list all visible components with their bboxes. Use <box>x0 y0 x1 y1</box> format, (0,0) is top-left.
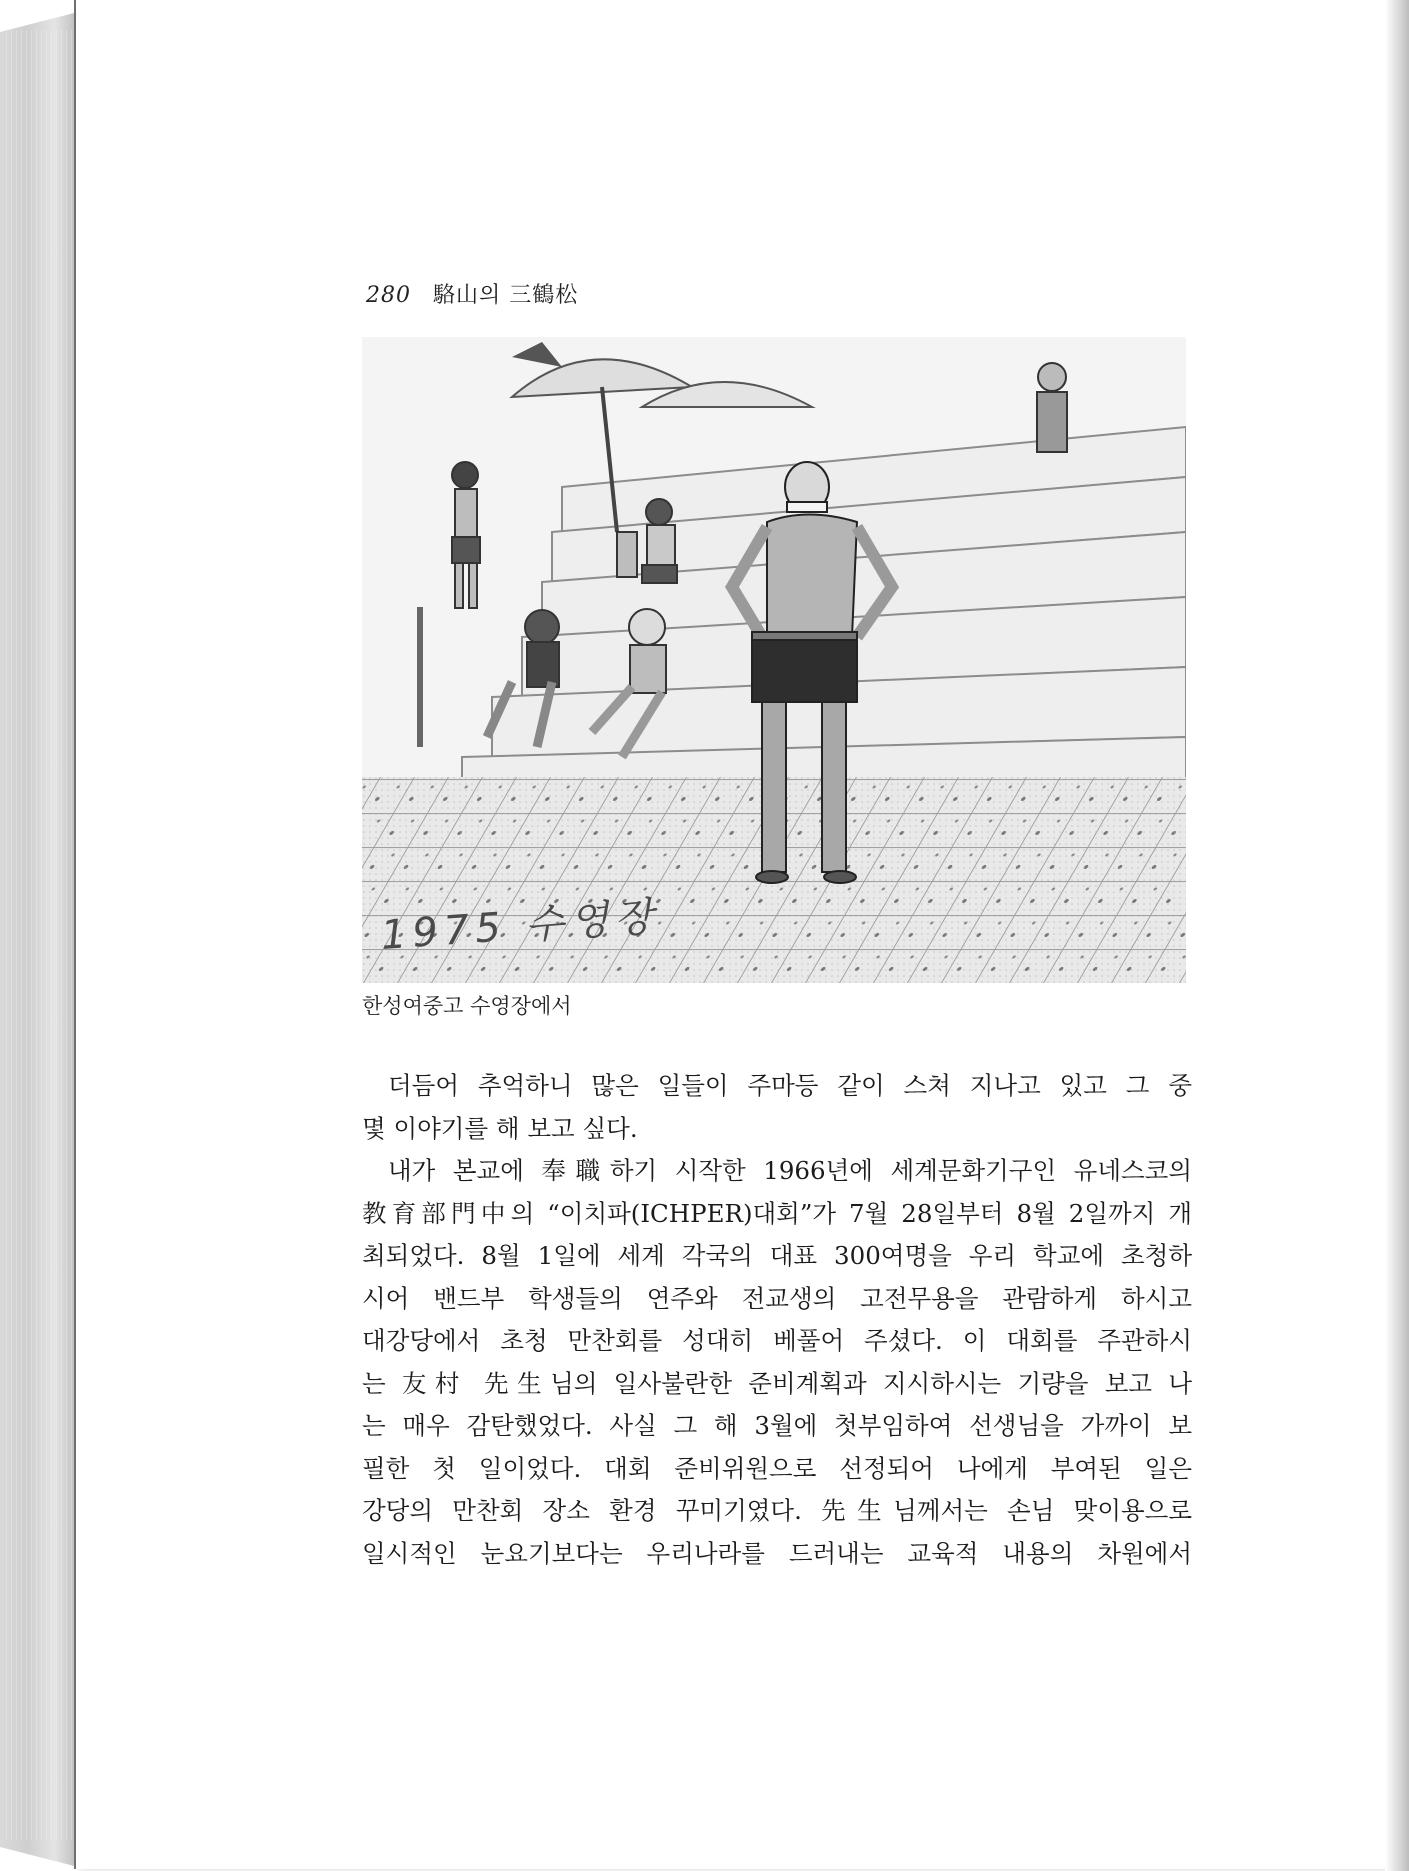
photograph <box>362 337 1186 983</box>
text-line: 일시적인 눈요기보다는 우리나라를 드러내는 교육적 내용의 차원에서 <box>362 1538 1192 1568</box>
text-line: 는 매우 감탄했었다. 사실 그 해 3월에 첫부임하여 선생님을 가까이 보 <box>362 1411 1192 1440</box>
body-text <box>362 1065 1192 1575</box>
text-line: 시어 밴드부 학생들의 연주와 전교생의 고전무용을 관람하게 하시고 <box>362 1283 1192 1313</box>
photo-caption: 한성여중고 수영장에서 <box>362 994 572 1018</box>
running-header <box>366 278 578 309</box>
handwritten-note: 1975 수영장 <box>379 893 661 959</box>
book-title: 駱山의 三鶴松 <box>433 283 579 308</box>
text-line: 최되었다. 8월 1일에 세계 각국의 대표 300여명을 우리 학교에 초청하 <box>362 1241 1192 1270</box>
page-number: 280 <box>366 283 411 308</box>
book-edge-texture <box>6 30 72 1840</box>
text-line: 내가 본교에 奉職하기 시작한 1966년에 세계문화기구인 유네스코의 <box>388 1156 1192 1185</box>
text-line: 몇 이야기를 해 보고 싶다. <box>362 1113 638 1143</box>
text-line: 필한 첫 일이었다. 대회 준비위원으로 선정되어 나에게 부여된 일은 <box>362 1453 1192 1483</box>
page-shadow <box>1385 0 1409 1871</box>
text-line: 教育部門中의 “이치파(ICHPER)대회”가 7월 28일부터 8월 2일까지 개 <box>362 1198 1192 1228</box>
text-line: 대강당에서 초청 만찬회를 성대히 베풀어 주셨다. 이 대회를 주관하시 <box>362 1326 1192 1355</box>
pool-scene-illustration <box>362 337 1186 983</box>
text-line: 는 友村 先生님의 일사불란한 준비계획과 지시하시는 기량을 보고 나 <box>362 1368 1192 1398</box>
text-line: 더듬어 추억하니 많은 일들이 주마등 같이 스쳐 지나고 있고 그 중 <box>388 1071 1192 1100</box>
figure-top-right <box>1037 363 1067 452</box>
text-line: 강당의 만찬회 장소 환경 꾸미기였다. 先生님께서는 손님 맞이용으로 <box>362 1496 1192 1525</box>
